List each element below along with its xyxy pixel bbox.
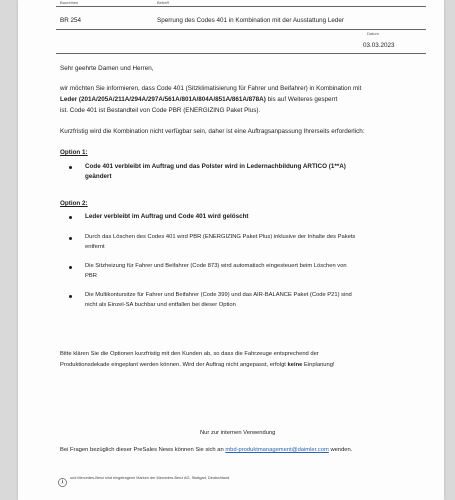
header-mid-rule bbox=[56, 29, 426, 30]
intro-line-1: wir möchten Sie informieren, dass Code 401 (Sitzklimatisierung für Fahrer und Beifahrer) in Kombination mit bbox=[60, 85, 362, 92]
contact-text-end: wenden. bbox=[328, 447, 353, 453]
header-subject: Sperrung des Codes 401 in Kombination mit der Ausstattung Leder bbox=[157, 17, 344, 24]
bullet-icon bbox=[69, 295, 72, 298]
greeting: Sehr geehrte Damen und Herren, bbox=[60, 65, 154, 72]
bullet-icon bbox=[69, 266, 72, 269]
option-1-item-line-2: geändert bbox=[85, 173, 112, 180]
contact-email-link[interactable]: mbd-produktmanagement@daimler.com bbox=[225, 447, 329, 453]
contact-note bbox=[60, 446, 352, 455]
option-1-item-line-1: Code 401 verbleibt im Auftrag und das Polster wird in Ledernachbildung ARTICO (1**A) bbox=[85, 163, 346, 170]
header-series-label: Baureihen bbox=[60, 0, 79, 5]
mercedes-star-icon bbox=[58, 474, 67, 483]
intro-line-2 bbox=[60, 95, 440, 104]
option-2-item-3-line-1: Die Sitzheizung für Fahrer und Beifahrer (Code 873) wird automatisch eingesteuert beim Löschen von bbox=[85, 263, 347, 269]
bullet-icon bbox=[69, 216, 72, 219]
document-page bbox=[18, 0, 444, 500]
closing-line-2-text: Produktionsdekade eingeplant werden können. Wird der Auftrag nicht angepasst, erfolgt bbox=[60, 362, 288, 368]
option-2-item-4-line-1: Die Multikontursitze für Fahrer und Beifahrer (Code 399) und das AIR-BALANCE Paket (Code P21) sind bbox=[85, 292, 352, 298]
header-series: BR 254 bbox=[60, 17, 82, 24]
closing-line-1: Bitte klären Sie die Optionen kurzfristig mit den Kunden ab, so dass die Fahrzeuge entsprechend der bbox=[60, 351, 319, 357]
trademark-note: und Mercedes-Benz sind eingetragene Marken der Mercedes-Benz AG, Stuttgart, Deutschland. bbox=[70, 476, 231, 480]
option-2-item-2-line-1: Durch das Löschen des Codes 401 wird PBR (ENERGIZING Paket Plus) inklusive der Inhalte des Pakets bbox=[85, 234, 356, 240]
option-2-title: Option 2: bbox=[60, 200, 88, 207]
short-term-note: Kurzfristig wird die Kombination nicht verfügbar sein, daher ist eine Auftragsanpassung Ihrerseits erforderlich: bbox=[60, 128, 365, 135]
option-2-item-2-line-2: entfernt bbox=[85, 244, 105, 250]
option-2-item-3-line-2: PBR bbox=[85, 273, 97, 279]
contact-text: Bei Fragen bezüglich dieser PreSales News können Sie sich an bbox=[60, 447, 226, 453]
header-bottom-rule bbox=[56, 53, 426, 54]
header-subject-label: Betreff bbox=[157, 0, 169, 5]
bullet-icon bbox=[69, 166, 72, 169]
option-1-title: Option 1: bbox=[60, 149, 88, 156]
option-2-item-4-line-2: nicht als Einzel-SA buchbar und entfallen bei dieser Option bbox=[85, 302, 236, 308]
header-date: 03.03.2023 bbox=[363, 42, 395, 49]
closing-emphasis: keine bbox=[287, 362, 303, 368]
header-top-rule bbox=[56, 6, 426, 7]
internal-use-note: Nur zur internen Verwendung bbox=[200, 430, 276, 436]
header-date-label: Datum bbox=[367, 31, 379, 36]
bullet-icon bbox=[69, 237, 72, 240]
closing-line-2-end: Einplanung! bbox=[302, 362, 335, 368]
intro-line-2-rest: bis auf Weiteres gesperrt bbox=[265, 96, 338, 103]
closing-line-2 bbox=[60, 361, 335, 370]
leather-codes: Leder (201A/205A/211A/294A/297A/561A/801A/804A/851A/861A/878A) bbox=[60, 96, 266, 103]
option-2-item-1: Leder verbleibt im Auftrag und Code 401 wird gelöscht bbox=[85, 213, 249, 220]
intro-line-3: ist. Code 401 ist Bestandteil von Code PBR (ENERGIZING Paket Plus). bbox=[60, 107, 261, 114]
